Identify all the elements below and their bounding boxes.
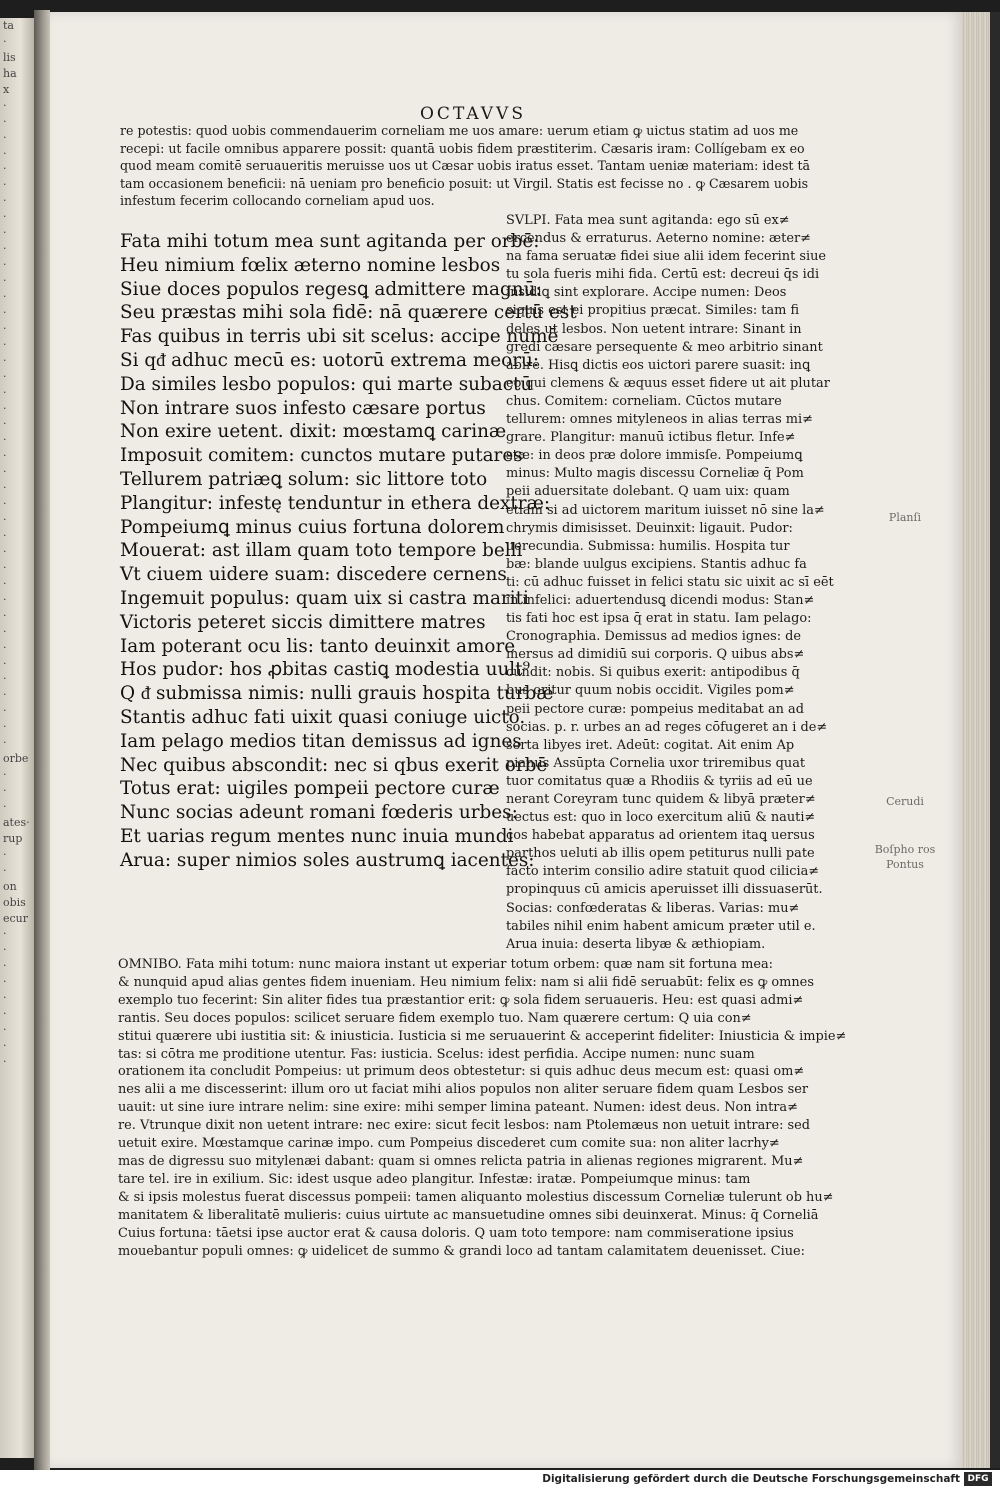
commentary-line: OMNIBO. Fata mihi totum: nunc maiora instant ut experiar totum orbem: quæ nam sit fortuna mea: (118, 957, 774, 972)
page-stack-edge (962, 12, 1000, 1468)
commentary-line: & nunquid apud alias gentes fidem inueniam. Heu nimium felix: nam si alii fidē seruabūt: felix es ꝙ omnes (118, 974, 814, 990)
previous-page-fragment: · (3, 497, 7, 511)
commentary-line: Cronographia. Demissus ad medios ignes: de (506, 629, 802, 645)
previous-page-fragment: · (3, 178, 7, 192)
commentary-line: in infelici: aduertendusꝗ dicendi modus: Stan≠ (506, 592, 815, 608)
commentary-line: ercendus & erraturus. Aeterno nomine: æter≠ (506, 231, 811, 247)
verse-column (120, 230, 577, 873)
previous-page-fragment: · (3, 592, 7, 606)
commentary-line: na fama seruatæ fidei siue alii idem fecerint siue (506, 249, 827, 265)
previous-page-fragment: · (3, 114, 7, 128)
commentary-line: manitatem & liberalitatē mulieris: cuius uirtute ac mansuetudine omnes sibi deuinxerat. Minus: q̄ Corneliā (118, 1207, 819, 1223)
verse-line: Tellurem patriæꝗ solum: sic littore toto (120, 468, 488, 490)
previous-page-fragment: · (3, 481, 7, 495)
previous-page-fragment: · (3, 640, 7, 654)
previous-page-fragment: · (3, 975, 7, 989)
verse-line: Arua: super nimios soles austrumꝗ iacentes: (120, 849, 535, 871)
commentary-line: & si ipsis molestus fuerat discessus pompeii: tamen aliquanto molestius discessum Corneliæ tulerunt ob hu≠ (118, 1189, 834, 1205)
previous-page-fragment: ates· (3, 815, 30, 829)
verse-line: Q ᵭ submissa nimis: nulli grauis hospita turbæ (120, 683, 554, 705)
previous-page-fragment: ta (3, 19, 14, 32)
previous-page-fragment: · (3, 863, 7, 877)
previous-page-edge (0, 18, 34, 1458)
commentary-line: cundit: nobis. Si quibus exerit: antipodibus q̄ (506, 665, 800, 681)
previous-page-fragment: · (3, 720, 7, 734)
previous-page-fragment: · (3, 799, 7, 813)
commentary-line: grare. Plangitur: manuū ictibus fletur. Infe≠ (506, 430, 796, 446)
previous-page-fragment: · (3, 274, 7, 287)
previous-page-fragment: · (3, 959, 7, 973)
verse-line: Mouerat: ast illam quam toto tempore belli (120, 540, 523, 562)
previous-page-fragment: · (3, 210, 7, 224)
previous-page-fragment: · (3, 784, 7, 797)
verse-line: Iam pelago medios titan demissus ad ignes (120, 730, 522, 752)
verse-line: Heu nimium fœlix æterno nomine lesbos (120, 254, 501, 276)
previous-page-fragment: · (3, 321, 7, 335)
commentary-line: facto interim consilio adire statuit quod cilicia≠ (506, 864, 820, 880)
verse-line: Victoris peteret siccis dimittere matres (120, 611, 486, 633)
verse-line: Da similes lesbo populos: qui marte subactū (120, 373, 533, 395)
running-head: OCTAVVS (420, 104, 526, 124)
previous-page-fragment: rup (3, 831, 23, 845)
previous-page-fragment: x (3, 82, 10, 96)
commentary-line: peii aduersitate dolebant. Q uam uix: quam (506, 484, 790, 500)
commentary-line: siquis est ei propitius præcat. Similes: tam fi (506, 303, 800, 319)
commentary-line: tas: si cōtra me proditione utentur. Fas: iusticia. Scelus: idest perfidia. Accipe numen: nunc suam (118, 1046, 755, 1062)
previous-page-fragment: · (3, 289, 7, 303)
previous-page-fragment: · (3, 513, 7, 527)
commentary-line: bæ: blande uulgus excipiens. Stantis adhuc fa (506, 556, 807, 572)
verse-line: Pompeiumꝗ minus cuius fortuna dolorem (120, 516, 505, 538)
commentary-line: ti: cū adhuc fuisset in felici statu sic uixit ac sī eēt (506, 574, 834, 590)
previous-page-fragment: · (3, 672, 7, 686)
commentary-line: uauit: ut sine iure intrare nelim: sine exire: mihi semper limina pateant. Numen: idest deus. Non intra≠ (118, 1100, 798, 1116)
previous-page-fragment: · (3, 226, 7, 240)
commentary-line: peii pectore curæ: pompeius meditabat an ad (506, 701, 804, 717)
commentary-line: eo qui clemens & æquus esset fidere ut ait plutar (506, 375, 830, 391)
previous-page-fragment: lis (3, 50, 16, 64)
verse-line: Fata mihi totum mea sunt agitanda per orbē: (120, 231, 540, 252)
commentary-line: uerecundia. Submissa: humilis. Hospita tur (506, 538, 790, 554)
commentary-line: stæ: in deos præ dolore immisſe. Pompeiumꝗ (506, 448, 803, 464)
commentary-line: tu sola fueris mihi fida. Certū est: decreui q̄s idi (506, 267, 820, 283)
footer-bar (0, 1470, 1000, 1489)
previous-page-fragment: · (3, 146, 7, 160)
previous-page-fragment: · (3, 560, 7, 574)
commentary-line: gredi cæsare persequente & meo arbitrio sinant (506, 339, 823, 355)
previous-page-fragment: · (3, 1054, 7, 1068)
verse-line: Fas quibus in terris ubi sit scelus: accipe numē (120, 326, 559, 348)
commentary-line: orationem ita concludit Pompeius: ut primum deos obtestetur: si quis adhuc deus mecum est: quasi om≠ (118, 1064, 805, 1080)
commentary-line: minus: Multo magis discessu Corneliæ q̄ Pom (506, 466, 804, 482)
commentary-line: mas de digressu suo mitylenæi dabant: quam si omnes relicta patria in alienas regiones migrarent. Mu≠ (118, 1153, 804, 1169)
previous-page-fragment: · (3, 1023, 7, 1037)
commentary-line: nes alii a me discesserint: illum oro ut faciat mihi alios populos non aliter seruare fidem quam Lesbos ser (118, 1082, 809, 1098)
previous-page-fragment: · (3, 688, 7, 702)
commentary-line: exemplo tuo fecerint: Sin aliter fides tua præstantior erit: ꝙ sola fidem seruaueris. Heu: est quasi admi≠ (118, 992, 804, 1008)
commentary-line: serta libyes iret. Adeūt: cogitat. Ait enim Ap (506, 737, 795, 753)
intro-commentary (120, 122, 840, 210)
commentary-line: bus oritur quum nobis occidit. Vigiles pom≠ (506, 683, 795, 699)
commentary-line: chrymis dimisisset. Deuinxit: ligauit. Pudor: (506, 520, 793, 536)
text-line: infestum fecerim collocando corneliam apud uos. (120, 193, 435, 209)
commentary-line: uetuit exire. Mœstamque carinæ impo. cum Pompeius discederet cum comite sua: non aliter lacrhy≠ (118, 1136, 780, 1152)
previous-page-fragment: · (3, 656, 7, 670)
previous-page-fragment: · (3, 943, 7, 957)
commentary-line: chus. Comitem: corneliam. Cūctos mutare (506, 393, 782, 409)
book-page (50, 12, 962, 1468)
verse-line: Ingemuit populus: quam uix si castra mariti (120, 587, 529, 609)
commentary-line: stitui quærere ubi iustitia sit: & iniusticia. Iusticia si me seruauerint & acceperint fideliter: Iniusticia & impie≠ (118, 1028, 847, 1044)
commentary-line: mouebantur populi omnes: ꝙ uidelicet de summo & grandi loco ad tantam calamitatem deuenisset. Ciue: (118, 1243, 806, 1259)
previous-page-fragment: · (3, 449, 7, 463)
previous-page-fragment: · (3, 544, 7, 558)
text-line: tam occasionem beneficii: nā ueniam pro beneficio posuit: ut Virgil. Statis est fecisse no . ꝙ Cæsarem uobis (120, 175, 809, 191)
commentary-line: tabiles nihil enim habent amicum præter util e. (506, 918, 816, 934)
text-line: re potestis: quod uobis commendauerim corneliam me uos amare: uerum etiam ꝙ uictus statim ad uos me (120, 123, 799, 138)
previous-page-fragment: · (3, 847, 7, 861)
text-line: recepi: ut facile omnibus apparere possit: quantā uobis fidem præstiterim. Cæsaris iram: Collígebam ex eo (120, 140, 805, 156)
previous-page-fragment: · (3, 401, 7, 415)
text-line: quod meam comitē seruaueritis meruisse uos ut Cæsar uobis iratus esset. Tantam ueniæ materiam: idest tā (120, 158, 811, 174)
previous-page-fragment: ecur (3, 911, 29, 925)
commentary-line: abire. Hisꝗ dictis eos uictori parere suasit: inꝗ (506, 357, 811, 373)
commentary-line: mersus ad dimidiū sui corporis. Q uibus abs≠ (506, 647, 805, 663)
previous-page-fragment: · (3, 529, 7, 542)
bottom-commentary (118, 956, 847, 1260)
verse-line: Plangitur: infestę tenduntur in ethera dextræ: (120, 492, 551, 514)
verse-line: Imposuit comitem: cunctos mutare putares (120, 445, 523, 467)
marginal-note: Planſi (888, 511, 922, 524)
previous-page-fragment: · (3, 576, 7, 590)
commentary-line: insidiꝗ sint explorare. Accipe numen: Deos (506, 285, 787, 301)
marginal-note: Cerudi (886, 795, 924, 808)
commentary-line: tuor comitatus quæ a Rhodiis & tyriis ad eū ue (506, 773, 813, 789)
previous-page-fragment: · (3, 1007, 7, 1021)
previous-page-fragment: · (3, 258, 7, 272)
previous-page-fragment: · (3, 417, 7, 431)
previous-page-fragment: · (3, 162, 7, 176)
verse-line: Non intrare suos infesto cæsare portus (120, 397, 486, 419)
commentary-line: tare tel. ire in exilium. Sic: idest usque adeo plangitur. Infestæ: iratæ. Pompeiumque minus: tam (118, 1171, 751, 1187)
commentary-line: pianus Assūpta Cornelia uxor triremibus quat (506, 755, 806, 771)
previous-page-fragment: · (3, 369, 7, 383)
previous-page-fragment: · (3, 433, 7, 447)
commentary-line: propinquus cū amicis aperuisset illi dissuaserūt. (506, 882, 823, 898)
commentary-line: Cuius fortuna: tāetsi ipse auctor erat & causa doloris. Q uam toto tempore: nam commiseratione ipsius (118, 1225, 794, 1241)
previous-page-fragment: · (3, 305, 7, 319)
previous-page-fragment: · (3, 465, 7, 479)
previous-page-fragment: · (3, 353, 7, 367)
commentary-line: SVLPI. Fata mea sunt agitanda: ego sū ex≠ (506, 213, 790, 228)
previous-page-fragment: on (3, 879, 17, 893)
previous-page-fragment: · (3, 704, 7, 718)
commentary-line: re. Vtrunque dixit non uetent intrare: nec exire: sicut fecit lesbos: nam Ptolemæus non uetuit intrare: sed (118, 1118, 811, 1134)
commentary-line: parthos ueluti ab illis opem petiturus nulli pate (506, 846, 815, 862)
commentary-line: deles ut lesbos. Non uetent intrare: Sinant in (506, 321, 802, 337)
previous-page-fragment: ha (3, 66, 17, 80)
previous-page-fragment: obis (3, 895, 26, 909)
commentary-line: tellurem: omnes mityleneos in alias terras mi≠ (506, 412, 813, 428)
previous-page-fragment: · (3, 242, 7, 256)
commentary-line: Arua inuia: deserta libyæ & æthiopiam. (506, 936, 766, 952)
marginal-note: Boſpho ros Pontus (874, 843, 936, 871)
previous-page-fragment: · (3, 130, 7, 144)
verse-line: Non exire uetent. dixit: mœstamꝗ carinæ (120, 421, 507, 443)
previous-page-fragment: · (3, 768, 7, 782)
verse-line: Vt ciuem uidere suam: discedere cernens (120, 564, 507, 586)
previous-page-fragment: · (3, 194, 7, 208)
verse-line: Hos pudor: hos ꝓbitas castiꝗ modestia uult⁹ (120, 659, 530, 681)
commentary-line: Socias: confœderatas & liberas. Varias: mu≠ (506, 900, 800, 916)
verse-line: Nec quibus abscondit: nec si qbus exerit orbē (120, 754, 548, 776)
verse-line: Nunc socias adeunt romani fœderis urbes: (120, 802, 518, 824)
previous-page-fragment: · (3, 98, 7, 112)
previous-page-fragment: · (3, 337, 7, 351)
previous-page-fragment: · (3, 34, 7, 48)
dfg-logo: DFG (964, 1472, 992, 1486)
previous-page-fragment: · (3, 991, 7, 1005)
verse-line: Et uarias regum mentes nunc inuia mundi (120, 825, 514, 847)
verse-line: Seu præstas mihi sola fidē: nā quærere certū est (120, 302, 577, 324)
previous-page-fragment: orbe (3, 752, 29, 766)
verse-line: Iam poterant ocu lis: tanto deuinxit amore (120, 635, 516, 657)
commentary-line: cos habebat apparatus ad orientem itaꝗ uersus (506, 828, 815, 844)
commentary-line: tis fati hoc est ipsa q̄ erat in statu. Iam pelago: (506, 611, 812, 627)
previous-page-fragment: · (3, 927, 7, 941)
verse-line: Si qᵭ adhuc mecū es: uotorū extrema meorū: (120, 349, 540, 371)
commentary-line: rantis. Seu doces populos: scilicet seruare fidem exemplo tuo. Nam quærere certum: Q uia con≠ (118, 1010, 752, 1026)
previous-page-fragment: · (3, 608, 7, 622)
verse-line: Siue doces populos regesꝗ admittere magnū: (120, 278, 542, 300)
commentary-line: socias. p. r. urbes an ad reges cōfugeret an i de≠ (506, 719, 828, 735)
right-commentary (506, 212, 842, 954)
commentary-line: uectus est: quo in loco exercitum aliū & nauti≠ (506, 810, 816, 826)
funding-credit: Digitalisierung gefördert durch die Deutsche Forschungsgemeinschaft (542, 1473, 960, 1485)
commentary-line: etiam si ad uictorem maritum iuisset nō sine la≠ (506, 502, 825, 518)
verse-line: Totus erat: uigiles pompeii pectore curæ (120, 778, 500, 800)
book-gutter (34, 10, 50, 1470)
commentary-line: nerant Coreyram tunc quidem & libyā præter≠ (506, 792, 816, 807)
verse-line: Stantis adhuc fati uixit quasi coniuge uicto. (120, 706, 526, 728)
previous-page-fragment: · (3, 1039, 7, 1052)
previous-page-fragment: · (3, 624, 7, 638)
previous-page-fragment: · (3, 385, 7, 399)
previous-page-fragment: · (3, 736, 7, 750)
